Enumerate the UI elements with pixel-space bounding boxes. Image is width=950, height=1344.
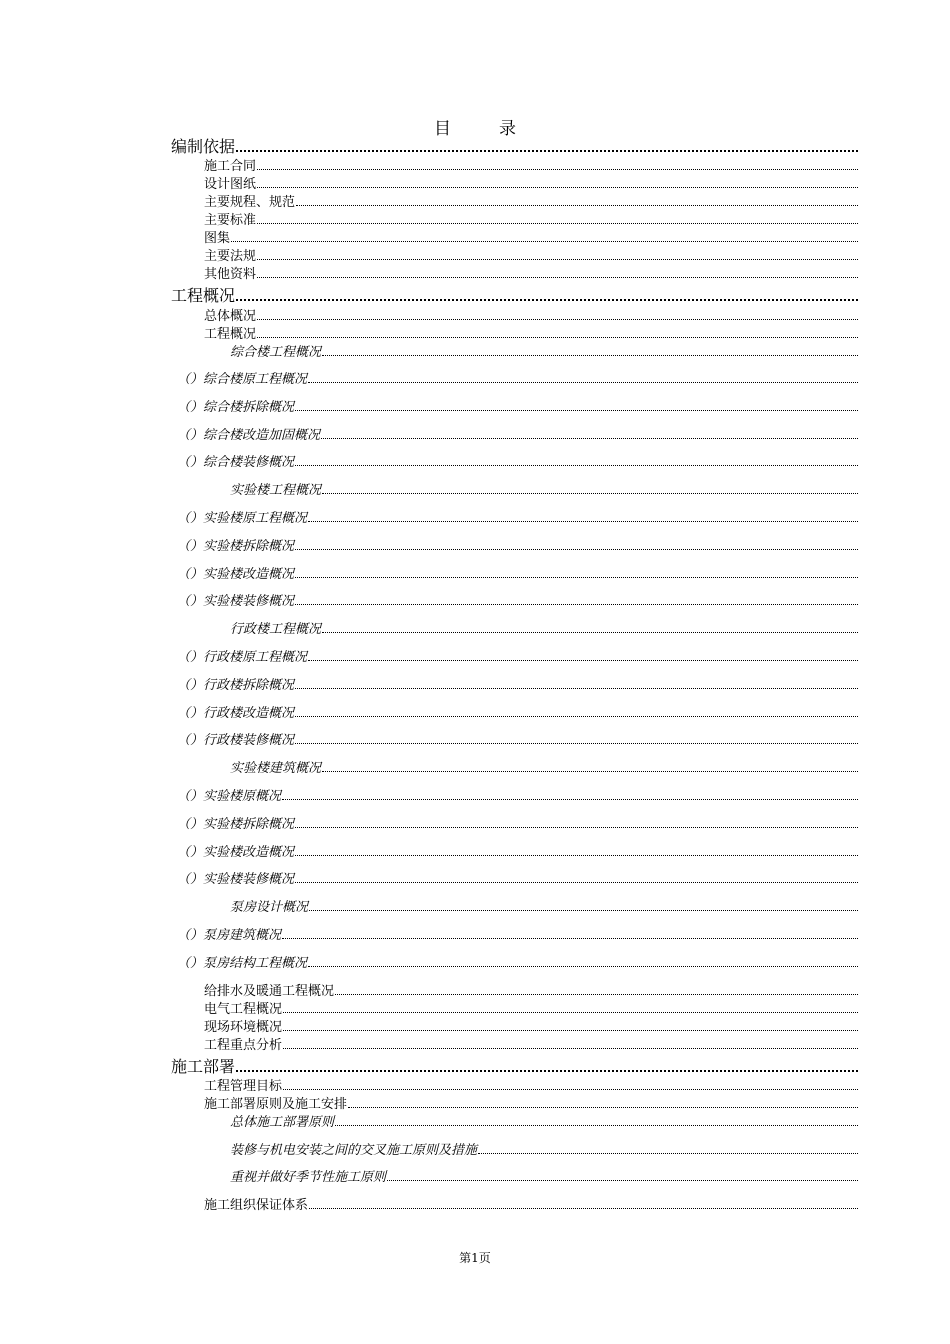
toc-entry-level-4[interactable]	[177, 401, 858, 414]
toc-leader-dots	[309, 909, 858, 911]
toc-entry-text: （）实验楼原概况	[177, 789, 282, 804]
toc-entry-level-4[interactable]	[177, 846, 858, 859]
toc-entry-level-4[interactable]	[177, 873, 858, 886]
toc-entry-level-2[interactable]	[204, 1080, 858, 1093]
toc-leader-dots	[295, 881, 858, 883]
toc-leader-dots	[295, 687, 858, 689]
toc-entry-text: 主要法规	[204, 249, 257, 264]
toc-entry-level-4[interactable]	[177, 651, 858, 664]
toc-entry-text: 工程概况	[171, 286, 236, 305]
toc-leader-dots	[308, 965, 858, 967]
toc-entry-text: （）实验楼拆除概况	[177, 817, 295, 832]
toc-entry-text: 实验楼工程概况	[230, 483, 322, 498]
toc-leader-dots	[257, 276, 858, 278]
toc-entry-text: （）行政楼原工程概况	[177, 650, 308, 665]
toc-entry-text: 施工部署	[171, 1057, 236, 1076]
toc-entry-level-4[interactable]	[177, 679, 858, 692]
toc-leader-dots	[295, 409, 858, 411]
toc-entry-level-2[interactable]	[204, 268, 858, 281]
toc-entry-text: 工程概况	[204, 327, 257, 342]
toc-title-left: 目	[434, 119, 451, 139]
toc-leader-dots	[478, 1152, 858, 1154]
toc-leader-dots	[295, 603, 858, 605]
toc-entry-level-3[interactable]	[230, 1144, 858, 1157]
toc-leader-dots	[308, 659, 858, 661]
toc-leader-dots	[283, 1088, 858, 1090]
toc-entry-text: 现场环境概况	[204, 1020, 283, 1035]
toc-entry-text: （）行政楼改造概况	[177, 706, 295, 721]
toc-entry-text: （）行政楼拆除概况	[177, 678, 295, 693]
toc-entry-level-2[interactable]	[204, 310, 858, 323]
toc-entry-level-2[interactable]	[204, 160, 858, 173]
toc-leader-dots	[295, 742, 858, 744]
toc-entry-level-3[interactable]	[230, 346, 858, 359]
toc-leader-dots	[322, 770, 858, 772]
toc-leader-dots	[236, 149, 858, 152]
toc-entry-text: （）泵房建筑概况	[177, 928, 282, 943]
toc-entry-level-3[interactable]	[230, 762, 858, 775]
toc-leader-dots	[335, 1124, 858, 1126]
toc-entry-level-2[interactable]	[204, 1021, 858, 1034]
toc-entry-text: 泵房设计概况	[230, 900, 309, 915]
toc-leader-dots	[387, 1179, 858, 1181]
toc-leader-dots	[295, 715, 858, 717]
toc-entry-level-2[interactable]	[204, 328, 858, 341]
toc-entry-level-2[interactable]	[204, 214, 858, 227]
toc-entry-text: 主要规程、规范	[204, 195, 296, 210]
toc-entry-level-3[interactable]	[230, 901, 858, 914]
toc-entry-level-2[interactable]	[204, 1098, 858, 1111]
toc-entry-level-2[interactable]	[204, 250, 858, 263]
toc-leader-dots	[308, 381, 858, 383]
toc-leader-dots	[257, 168, 858, 170]
toc-entry-text: （）实验楼改造概况	[177, 567, 295, 582]
toc-entry-text: 图集	[204, 231, 231, 246]
toc-entry-text: 实验楼建筑概况	[230, 761, 322, 776]
toc-entry-level-4[interactable]	[177, 540, 858, 553]
toc-leader-dots	[295, 854, 858, 856]
toc-entry-text: 重视并做好季节性施工原则	[230, 1170, 387, 1185]
toc-entry-text: 行政楼工程概况	[230, 622, 322, 637]
toc-entry-level-1[interactable]	[171, 288, 858, 304]
toc-leader-dots	[282, 937, 858, 939]
toc-entry-level-2[interactable]	[204, 232, 858, 245]
toc-entry-text: 主要标准	[204, 213, 257, 228]
toc-leader-dots	[236, 1069, 858, 1072]
toc-leader-dots	[296, 204, 858, 206]
toc-leader-dots	[257, 336, 858, 338]
toc-entry-level-4[interactable]	[177, 929, 858, 942]
toc-entry-text: 施工部署原则及施工安排	[204, 1097, 348, 1112]
toc-leader-dots	[282, 798, 858, 800]
toc-entry-text: （）实验楼改造概况	[177, 845, 295, 860]
toc-leader-dots	[308, 520, 858, 522]
toc-entry-text: 给排水及暖通工程概况	[204, 984, 335, 999]
toc-entry-level-4[interactable]	[177, 373, 858, 386]
toc-entry-level-1[interactable]	[171, 1059, 858, 1075]
toc-entry-level-4[interactable]	[177, 790, 858, 803]
toc-entry-level-2[interactable]	[204, 196, 858, 209]
toc-entry-text: （）实验楼原工程概况	[177, 511, 308, 526]
toc-entry-text: （）综合楼拆除概况	[177, 400, 295, 415]
toc-leader-dots	[257, 258, 858, 260]
toc-entry-level-4[interactable]	[177, 568, 858, 581]
toc-leader-dots	[322, 492, 858, 494]
toc-entry-text: （）实验楼拆除概况	[177, 539, 295, 554]
toc-leader-dots	[295, 548, 858, 550]
toc-entry-level-4[interactable]	[177, 818, 858, 831]
toc-leader-dots	[236, 298, 858, 301]
toc-entry-text: 总体概况	[204, 309, 257, 324]
toc-leader-dots	[257, 318, 858, 320]
toc-entry-level-3[interactable]	[230, 484, 858, 497]
toc-entry-level-2[interactable]	[204, 1003, 858, 1016]
toc-entry-level-4[interactable]	[177, 512, 858, 525]
toc-entry-level-4[interactable]	[177, 429, 858, 442]
toc-leader-dots	[295, 576, 858, 578]
toc-entry-text: （）综合楼装修概况	[177, 455, 295, 470]
toc-entry-level-3[interactable]	[230, 1171, 858, 1184]
toc-entry-text: （）综合楼改造加固概况	[177, 428, 321, 443]
toc-leader-dots	[257, 222, 858, 224]
toc-leader-dots	[283, 1047, 858, 1049]
toc-entry-text: 其他资料	[204, 267, 257, 282]
toc-entry-text: （）实验楼装修概况	[177, 872, 295, 887]
toc-entry-level-2[interactable]	[204, 1199, 858, 1212]
toc-entry-text: 总体施工部署原则	[230, 1115, 335, 1130]
toc-leader-dots	[257, 186, 858, 188]
toc-entry-text: （）实验楼装修概况	[177, 594, 295, 609]
toc-entry-text: 施工组织保证体系	[204, 1198, 309, 1213]
toc-leader-dots	[295, 826, 858, 828]
toc-entry-level-2[interactable]	[204, 985, 858, 998]
toc-entry-level-4[interactable]	[177, 456, 858, 469]
toc-title-right: 录	[499, 119, 516, 139]
toc-entry-level-3[interactable]	[230, 623, 858, 636]
page-number: 第1页	[459, 1251, 491, 1265]
toc-entry-text: （）综合楼原工程概况	[177, 372, 308, 387]
toc-leader-dots	[322, 631, 858, 633]
toc-entry-text: 综合楼工程概况	[230, 345, 322, 360]
toc-entry-text: （）行政楼装修概况	[177, 733, 295, 748]
toc-leader-dots	[295, 464, 858, 466]
toc-entry-text: 设计图纸	[204, 177, 257, 192]
toc-entry-text: 编制依据	[171, 137, 236, 156]
toc-entry-level-3[interactable]	[230, 1116, 858, 1129]
toc-leader-dots	[283, 1029, 858, 1031]
toc-entry-text: 工程重点分析	[204, 1038, 283, 1053]
toc-entry-text: 工程管理目标	[204, 1079, 283, 1094]
toc-leader-dots	[335, 993, 858, 995]
toc-leader-dots	[231, 240, 858, 242]
toc-entry-level-1[interactable]	[171, 139, 858, 155]
toc-leader-dots	[321, 437, 858, 439]
toc-entry-level-2[interactable]	[204, 178, 858, 191]
toc-leader-dots	[322, 354, 858, 356]
toc-entry-level-4[interactable]	[177, 734, 858, 747]
toc-entry-level-2[interactable]	[204, 1039, 858, 1052]
toc-leader-dots	[348, 1106, 858, 1108]
toc-entry-level-4[interactable]	[177, 707, 858, 720]
toc-entry-level-4[interactable]	[177, 957, 858, 970]
toc-entry-text: 电气工程概况	[204, 1002, 283, 1017]
toc-entry-text: 施工合同	[204, 159, 257, 174]
toc-entry-text: 装修与机电安装之间的交叉施工原则及措施	[230, 1143, 478, 1158]
toc-leader-dots	[309, 1207, 858, 1209]
toc-entry-text: （）泵房结构工程概况	[177, 956, 308, 971]
toc-leader-dots	[283, 1011, 858, 1013]
toc-entry-level-4[interactable]	[177, 595, 858, 608]
